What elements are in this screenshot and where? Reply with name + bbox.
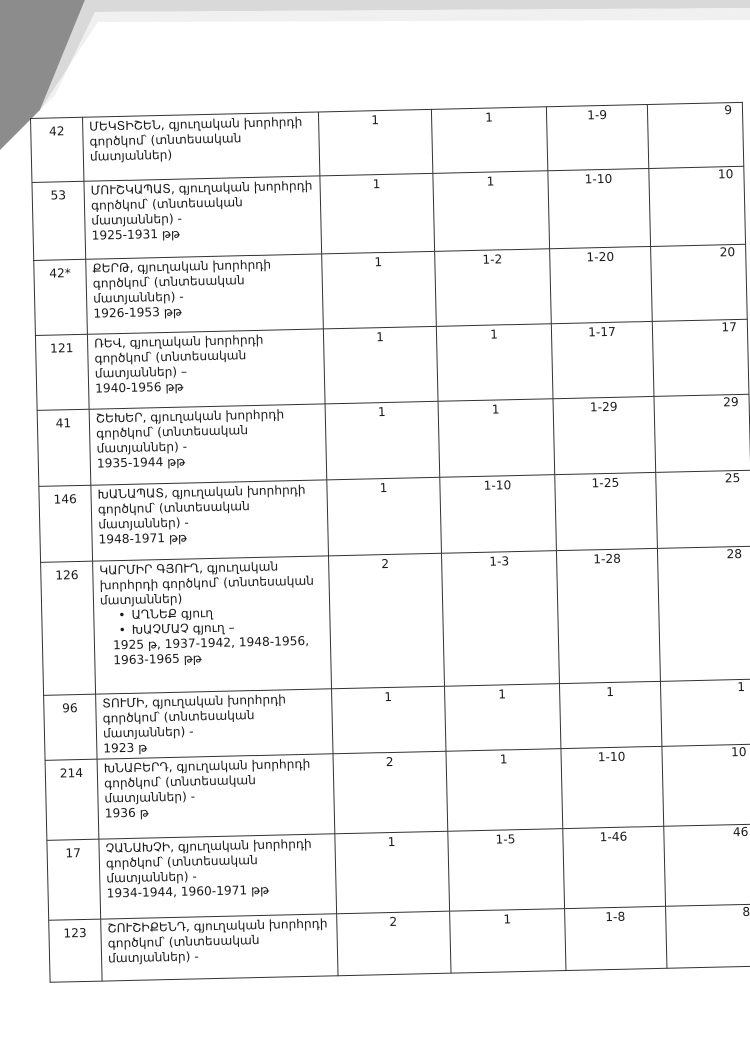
col-1-value: 2: [333, 751, 448, 834]
col-2-value: 1-10: [440, 475, 557, 554]
col-1-value: 1: [323, 326, 438, 404]
fund-name: ՇՈՒՇԻՔԵՆԴ, գյուղական խորհրդի գործկոմ՝ (տնտեսական մատյաններ) -: [101, 914, 338, 981]
fund-number: 42: [31, 117, 84, 182]
col-4-value: 29: [654, 394, 750, 472]
col-3-value: 1-28: [556, 548, 660, 683]
fund-number: 123: [49, 919, 102, 982]
inventory-table-wrap: [30, 102, 750, 983]
col-4-value: 10: [649, 166, 746, 246]
col-1-value: 1: [327, 477, 442, 556]
fund-name: ՄԵԿՏԻՇԵՆ, գյուղական խորհրդի գործկոմ՝ (տնտեսական մատյաններ): [82, 112, 319, 181]
col-3-value: 1-8: [565, 906, 667, 970]
col-3-value: 1-46: [563, 826, 666, 908]
col-2-value: 1: [431, 107, 547, 174]
fund-number: 126: [41, 561, 96, 695]
fund-number: 214: [45, 759, 99, 840]
fund-name: ՔԵՐԹ, գյուղական խորհրդի գործկոմ՝ (տնտեսական մատյաններ) - 1926-1953 թթ: [86, 254, 324, 334]
col-2-value: 1: [444, 684, 560, 752]
fund-name: ՇԵԽԵՐ, գյուղական խորհրդի գործկոմ՝ (տնտեսական մատյաններ) - 1935-1944 թթ: [89, 404, 327, 485]
col-4-value: 20: [651, 244, 748, 321]
col-3-value: 1-10: [548, 168, 651, 248]
fund-name: ԿԱՐՄԻՐ ԳՅՈՒՂ, գյուղական խորհրդի գործկոմ՝ (տնտեսական մատյաններ) • ԱՂՆԵՔ գյուղ • ԽԱՉՄԱՉ գյուղ – 1925 թ, 1937-1942, 1948-1956, 1963-1965 թթ: [93, 556, 332, 694]
col-3-value: 1-9: [546, 104, 648, 170]
col-1-value: 1: [325, 401, 440, 480]
fund-number: 146: [39, 485, 93, 562]
fund-name: ՌԵՎ, գյուղական խորհրդի գործկոմ՝ (տնտեսական մատյաններ) – 1940-1956 թթ: [87, 329, 325, 409]
fund-number: 42*: [34, 259, 88, 335]
fund-number: 96: [44, 694, 97, 760]
col-4-value: 1: [660, 679, 750, 746]
fund-number: 17: [47, 839, 101, 920]
inventory-table: [30, 102, 750, 983]
col-1-value: 1: [318, 109, 432, 176]
fund-name: ՉԱՆԱԽՉԻ, գյուղական խորհրդի գործկոմ՝ (տնտեսական մատյաններ) - 1934-1944, 1960-1971 թթ: [99, 834, 337, 919]
list-item: • ԱՂՆԵՔ գյուղ: [118, 603, 325, 623]
fund-number: 121: [35, 334, 89, 410]
col-4-value: 10: [662, 744, 750, 826]
col-4-value: 28: [657, 546, 750, 681]
fund-name: ԽՆԱԲԵՐԴ, գյուղական խորհրդի գործկոմ՝ (տնտեսական մատյաններ) - 1936 թ: [97, 754, 335, 839]
col-3-value: 1-29: [553, 396, 656, 474]
col-3-value: 1-25: [555, 472, 658, 550]
col-2-value: 1: [438, 399, 555, 478]
col-1-value: 1: [320, 173, 435, 254]
col-4-value: 25: [656, 470, 750, 548]
fund-number: 53: [32, 181, 86, 260]
col-4-value: 46: [664, 824, 750, 906]
fund-name: ՏՈՒՄԻ, գյուղական խորհրդի գործկոմ՝ (տնտեսական մատյաններ) - 1923 թ: [96, 689, 333, 759]
col-1-value: 2: [329, 553, 445, 689]
col-2-value: 1-5: [448, 829, 565, 912]
col-2-value: 1: [450, 909, 566, 974]
col-2-value: 1-2: [435, 249, 552, 327]
col-2-value: 1: [433, 171, 550, 252]
col-4-value: 9: [647, 102, 743, 168]
col-4-value: 17: [652, 319, 749, 396]
col-1-value: 1: [335, 831, 450, 914]
col-2-value: 1: [446, 749, 563, 832]
col-3-value: 1: [559, 681, 661, 748]
col-1-value: 1: [332, 686, 446, 754]
fund-name: ՄՈՒՇԿԱՊԱՏ, գյուղական խորհրդի գործկոմ՝ (տնտեսական մատյաններ) - 1925-1931 թթ: [84, 176, 322, 259]
col-2-value: 1: [436, 324, 553, 402]
col-3-value: 1-20: [550, 246, 653, 323]
col-2-value: 1-3: [441, 551, 559, 687]
fund-name: ԽԱՆԱՊԱՏ, գյուղական խորհրդի գործկոմ՝ (տնտեսական մատյաններ) - 1948-1971 թթ: [91, 480, 329, 561]
fund-number: 41: [37, 409, 91, 486]
col-3-value: 1-17: [551, 321, 654, 398]
col-1-value: 1: [322, 251, 437, 329]
col-1-value: 2: [337, 911, 451, 976]
col-4-value: 8: [666, 904, 750, 968]
list-item: • ԽԱՉՄԱՉ գյուղ –: [118, 618, 325, 638]
col-3-value: 1-10: [561, 746, 664, 828]
table-row: [41, 546, 750, 695]
